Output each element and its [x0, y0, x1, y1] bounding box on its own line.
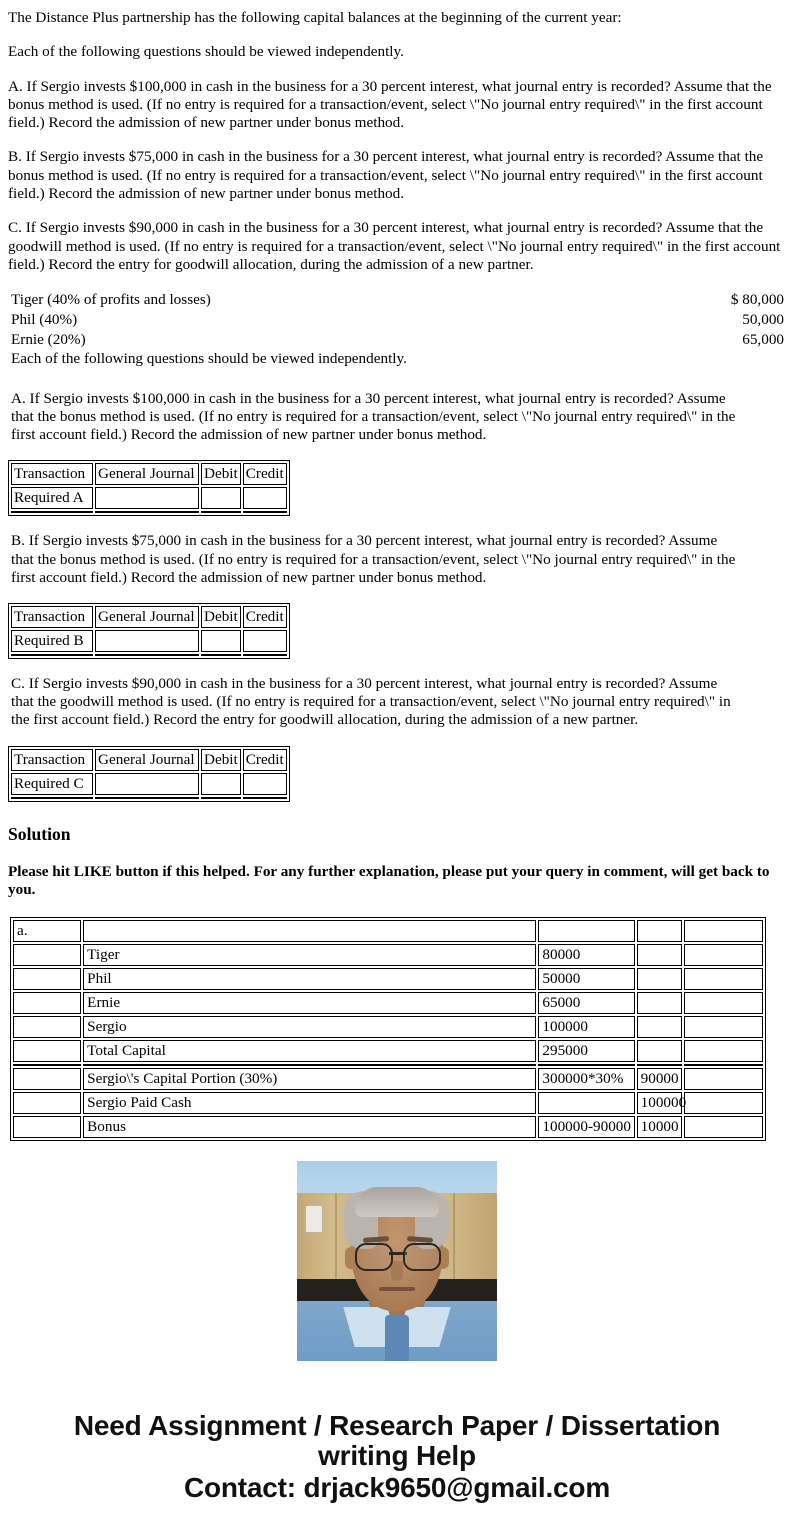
balance-row — [11, 290, 784, 310]
cell-label — [13, 992, 81, 1014]
cell-general-journal[interactable] — [95, 630, 199, 652]
cell-amount — [637, 1040, 682, 1062]
avatar-lens-left — [355, 1243, 393, 1271]
intro-question-c: C. If Sergio invests $90,000 in cash in the business for a 30 percent interest, what journal entry is recorded? Assume that the goodwill method is used. (If no entry is required for a transaction/event, select \"No journal entry required\" in the first account field.) Record the entry for goodwill allocation, during the admission of a new partner. — [8, 219, 781, 273]
cell-transaction: Required A — [11, 487, 93, 509]
table-spacer-row — [13, 1064, 763, 1066]
question-b-section — [0, 532, 794, 587]
cell-label — [13, 1116, 81, 1138]
balance-row — [11, 330, 784, 350]
spacer-cell — [201, 797, 241, 799]
question-c-section — [0, 675, 794, 730]
footer-line-3: Contact: drjack9650@gmail.com — [183, 1472, 611, 1503]
balance-amount: 50,000 — [742, 311, 784, 329]
cell-amount — [637, 968, 682, 990]
avatar-tie — [385, 1315, 409, 1361]
cell-label — [13, 1092, 81, 1114]
solution-table-clip — [0, 917, 794, 1136]
cell-value — [538, 920, 634, 942]
cell-item: Total Capital — [83, 1040, 536, 1062]
cell-item: Sergio — [83, 1016, 536, 1038]
avatar-mouth — [379, 1287, 415, 1291]
intro-lead: The Distance Plus partnership has the following capital balances at the beginning of the current year: — [8, 9, 622, 26]
journal-entry-table-a — [8, 460, 290, 516]
body-each-independent: Each of the following questions should be viewed independently. — [11, 349, 407, 367]
spacer-cell — [538, 1064, 634, 1066]
cell-extra — [684, 944, 763, 966]
table-row — [13, 1016, 763, 1038]
table-row — [13, 1116, 763, 1138]
journal-entry-table-b — [8, 603, 290, 659]
header-general-journal: General Journal — [95, 606, 199, 628]
cell-item — [83, 920, 536, 942]
cell-amount: 90000 — [637, 1068, 682, 1090]
header-credit: Credit — [243, 749, 287, 771]
footer-line-2: writing Help — [318, 1440, 476, 1471]
cell-debit[interactable] — [201, 487, 241, 509]
journal-table-b-wrapper — [0, 603, 794, 659]
table-row — [13, 920, 763, 942]
spacer-cell — [83, 1064, 536, 1066]
avatar-hair-top — [355, 1187, 439, 1217]
intro-question-a: A. If Sergio invests $100,000 in cash in the business for a 30 percent interest, what journal entry is recorded? Assume that the bonus method is used. (If no entry is required for a transaction/event, select \"No journal entry required\" in the first account field.) Record the admission of new partner under bonus method. — [8, 77, 772, 132]
table-row — [13, 968, 763, 990]
header-debit: Debit — [201, 463, 241, 485]
cell-item: Sergio Paid Cash — [83, 1092, 536, 1114]
cell-extra — [684, 992, 763, 1014]
cell-amount — [637, 944, 682, 966]
spacer-cell — [11, 654, 93, 656]
header-transaction: Transaction — [11, 463, 93, 485]
table-row — [11, 487, 287, 509]
cell-extra — [684, 968, 763, 990]
balance-amount: 65,000 — [742, 330, 784, 348]
journal-table-c-wrapper — [0, 746, 794, 802]
table-row — [13, 1092, 763, 1114]
cell-debit[interactable] — [201, 773, 241, 795]
avatar-wood-seam — [453, 1193, 455, 1283]
cell-general-journal[interactable] — [95, 773, 199, 795]
spacer-cell — [11, 797, 93, 799]
cell-label — [13, 968, 81, 990]
header-general-journal: General Journal — [95, 463, 199, 485]
avatar-wrapper — [297, 1161, 497, 1361]
cell-value — [538, 1092, 634, 1114]
table-header-row — [11, 606, 287, 628]
table-spacer-row — [11, 511, 287, 513]
cell-value: 65000 — [538, 992, 634, 1014]
table-row — [13, 944, 763, 966]
cell-amount: 100000 — [637, 1092, 682, 1114]
cell-label — [13, 944, 81, 966]
table-header-row — [11, 463, 287, 485]
cell-value: 100000 — [538, 1016, 634, 1038]
spacer-cell — [95, 654, 199, 656]
cell-extra — [684, 1068, 763, 1090]
cell-value: 100000-90000 — [538, 1116, 634, 1138]
cell-item: Phil — [83, 968, 536, 990]
table-spacer-row — [11, 797, 287, 799]
cell-extra — [684, 1092, 763, 1114]
body-question-c: C. If Sergio invests $90,000 in cash in the business for a 30 percent interest, what journal entry is recorded? Assume that the goodwill method is used. (If no entry is required for a transaction/event, select \"No journal entry required\" in the first account field.) Record the entry for goodwill allocation, during the admission of a new partner. — [11, 675, 731, 729]
journal-entry-table-c — [8, 746, 290, 802]
balance-label: Ernie (20%) — [11, 330, 86, 348]
cell-credit[interactable] — [243, 487, 287, 509]
cell-label: a. — [13, 920, 81, 942]
body-question-a: A. If Sergio invests $100,000 in cash in the business for a 30 percent interest, what journal entry is recorded? Assume that the bonus method is used. (If no entry is required for a transaction/event, select \"No journal entry required\" in the first account field.) Record the admission of new partner under bonus method. — [11, 389, 736, 444]
spacer-cell — [95, 797, 199, 799]
cell-amount — [637, 920, 682, 942]
cell-value: 300000*30% — [538, 1068, 634, 1090]
balance-label: Tiger (40% of profits and losses) — [11, 291, 211, 309]
journal-table-a-wrapper — [0, 460, 794, 516]
table-row — [13, 992, 763, 1014]
table-header-row — [11, 749, 287, 771]
cell-general-journal[interactable] — [95, 487, 199, 509]
avatar-wall-switch — [305, 1205, 323, 1233]
table-row — [11, 630, 287, 652]
capital-balances-list — [0, 290, 794, 349]
solution-table — [10, 917, 766, 1141]
cell-label — [13, 1068, 81, 1090]
cell-amount — [637, 992, 682, 1014]
spacer-cell — [243, 797, 287, 799]
glasses-icon — [355, 1243, 441, 1267]
cell-extra — [684, 1016, 763, 1038]
header-debit: Debit — [201, 606, 241, 628]
footer-line-1: Need Assignment / Research Paper / Dissertation — [73, 1410, 721, 1441]
spacer-cell — [201, 511, 241, 513]
solution-heading: Solution — [8, 823, 71, 844]
cell-label — [13, 1016, 81, 1038]
cell-label — [13, 1040, 81, 1062]
cell-item: Sergio\'s Capital Portion (30%) — [83, 1068, 536, 1090]
cell-transaction: Required C — [11, 773, 93, 795]
table-row — [13, 1068, 763, 1090]
table-row — [11, 773, 287, 795]
spacer-cell — [13, 1064, 81, 1066]
cell-value: 50000 — [538, 968, 634, 990]
footer-contact-banner — [0, 1411, 794, 1504]
cell-credit[interactable] — [243, 773, 287, 795]
spacer-cell — [637, 1064, 682, 1066]
header-debit: Debit — [201, 749, 241, 771]
spacer-cell — [243, 511, 287, 513]
cell-debit[interactable] — [201, 630, 241, 652]
table-row — [13, 1040, 763, 1062]
cell-extra — [684, 920, 763, 942]
cell-amount: 10000 — [637, 1116, 682, 1138]
spacer-cell — [95, 511, 199, 513]
header-credit: Credit — [243, 463, 287, 485]
spacer-cell — [11, 511, 93, 513]
spacer-cell — [684, 1064, 763, 1066]
document-page — [0, 9, 794, 1532]
balance-amount: $ 80,000 — [730, 291, 784, 309]
intro-question-b: B. If Sergio invests $75,000 in cash in the business for a 30 percent interest, what journal entry is recorded? Assume that the bonus method is used. (If no entry is required for a transaction/event, select \"No journal entry required\" in the first account field.) Record the admission of new partner under bonus method. — [8, 148, 764, 203]
header-general-journal: General Journal — [95, 749, 199, 771]
cell-amount — [637, 1016, 682, 1038]
cell-credit[interactable] — [243, 630, 287, 652]
header-transaction: Transaction — [11, 749, 93, 771]
cell-transaction: Required B — [11, 630, 93, 652]
intro-section — [0, 9, 794, 274]
questions-section — [0, 350, 794, 445]
header-transaction: Transaction — [11, 606, 93, 628]
header-credit: Credit — [243, 606, 287, 628]
avatar-lens-right — [403, 1243, 441, 1271]
cell-item: Bonus — [83, 1116, 536, 1138]
body-question-b: B. If Sergio invests $75,000 in cash in the business for a 30 percent interest, what journal entry is recorded? Assume that the bonus method is used. (If no entry is required for a transaction/event, select \"No journal entry required\" in the first account field.) Record the admission of new partner under bonus method. — [11, 532, 736, 586]
like-request-note: Please hit LIKE button if this helped. For any further explanation, please put your query in comment, will get back to you. — [8, 862, 770, 898]
spacer-cell — [201, 654, 241, 656]
intro-each-independent: Each of the following questions should be viewed independently. — [8, 43, 404, 61]
cell-item: Ernie — [83, 992, 536, 1014]
avatar — [297, 1161, 497, 1361]
cell-value: 80000 — [538, 944, 634, 966]
avatar-wood-seam — [335, 1193, 337, 1283]
cell-extra — [684, 1116, 763, 1138]
spacer-cell — [243, 654, 287, 656]
balance-label: Phil (40%) — [11, 311, 78, 329]
cell-extra — [684, 1040, 763, 1062]
balance-row — [11, 310, 784, 330]
cell-item: Tiger — [83, 944, 536, 966]
table-spacer-row — [11, 654, 287, 656]
cell-value: 295000 — [538, 1040, 634, 1062]
